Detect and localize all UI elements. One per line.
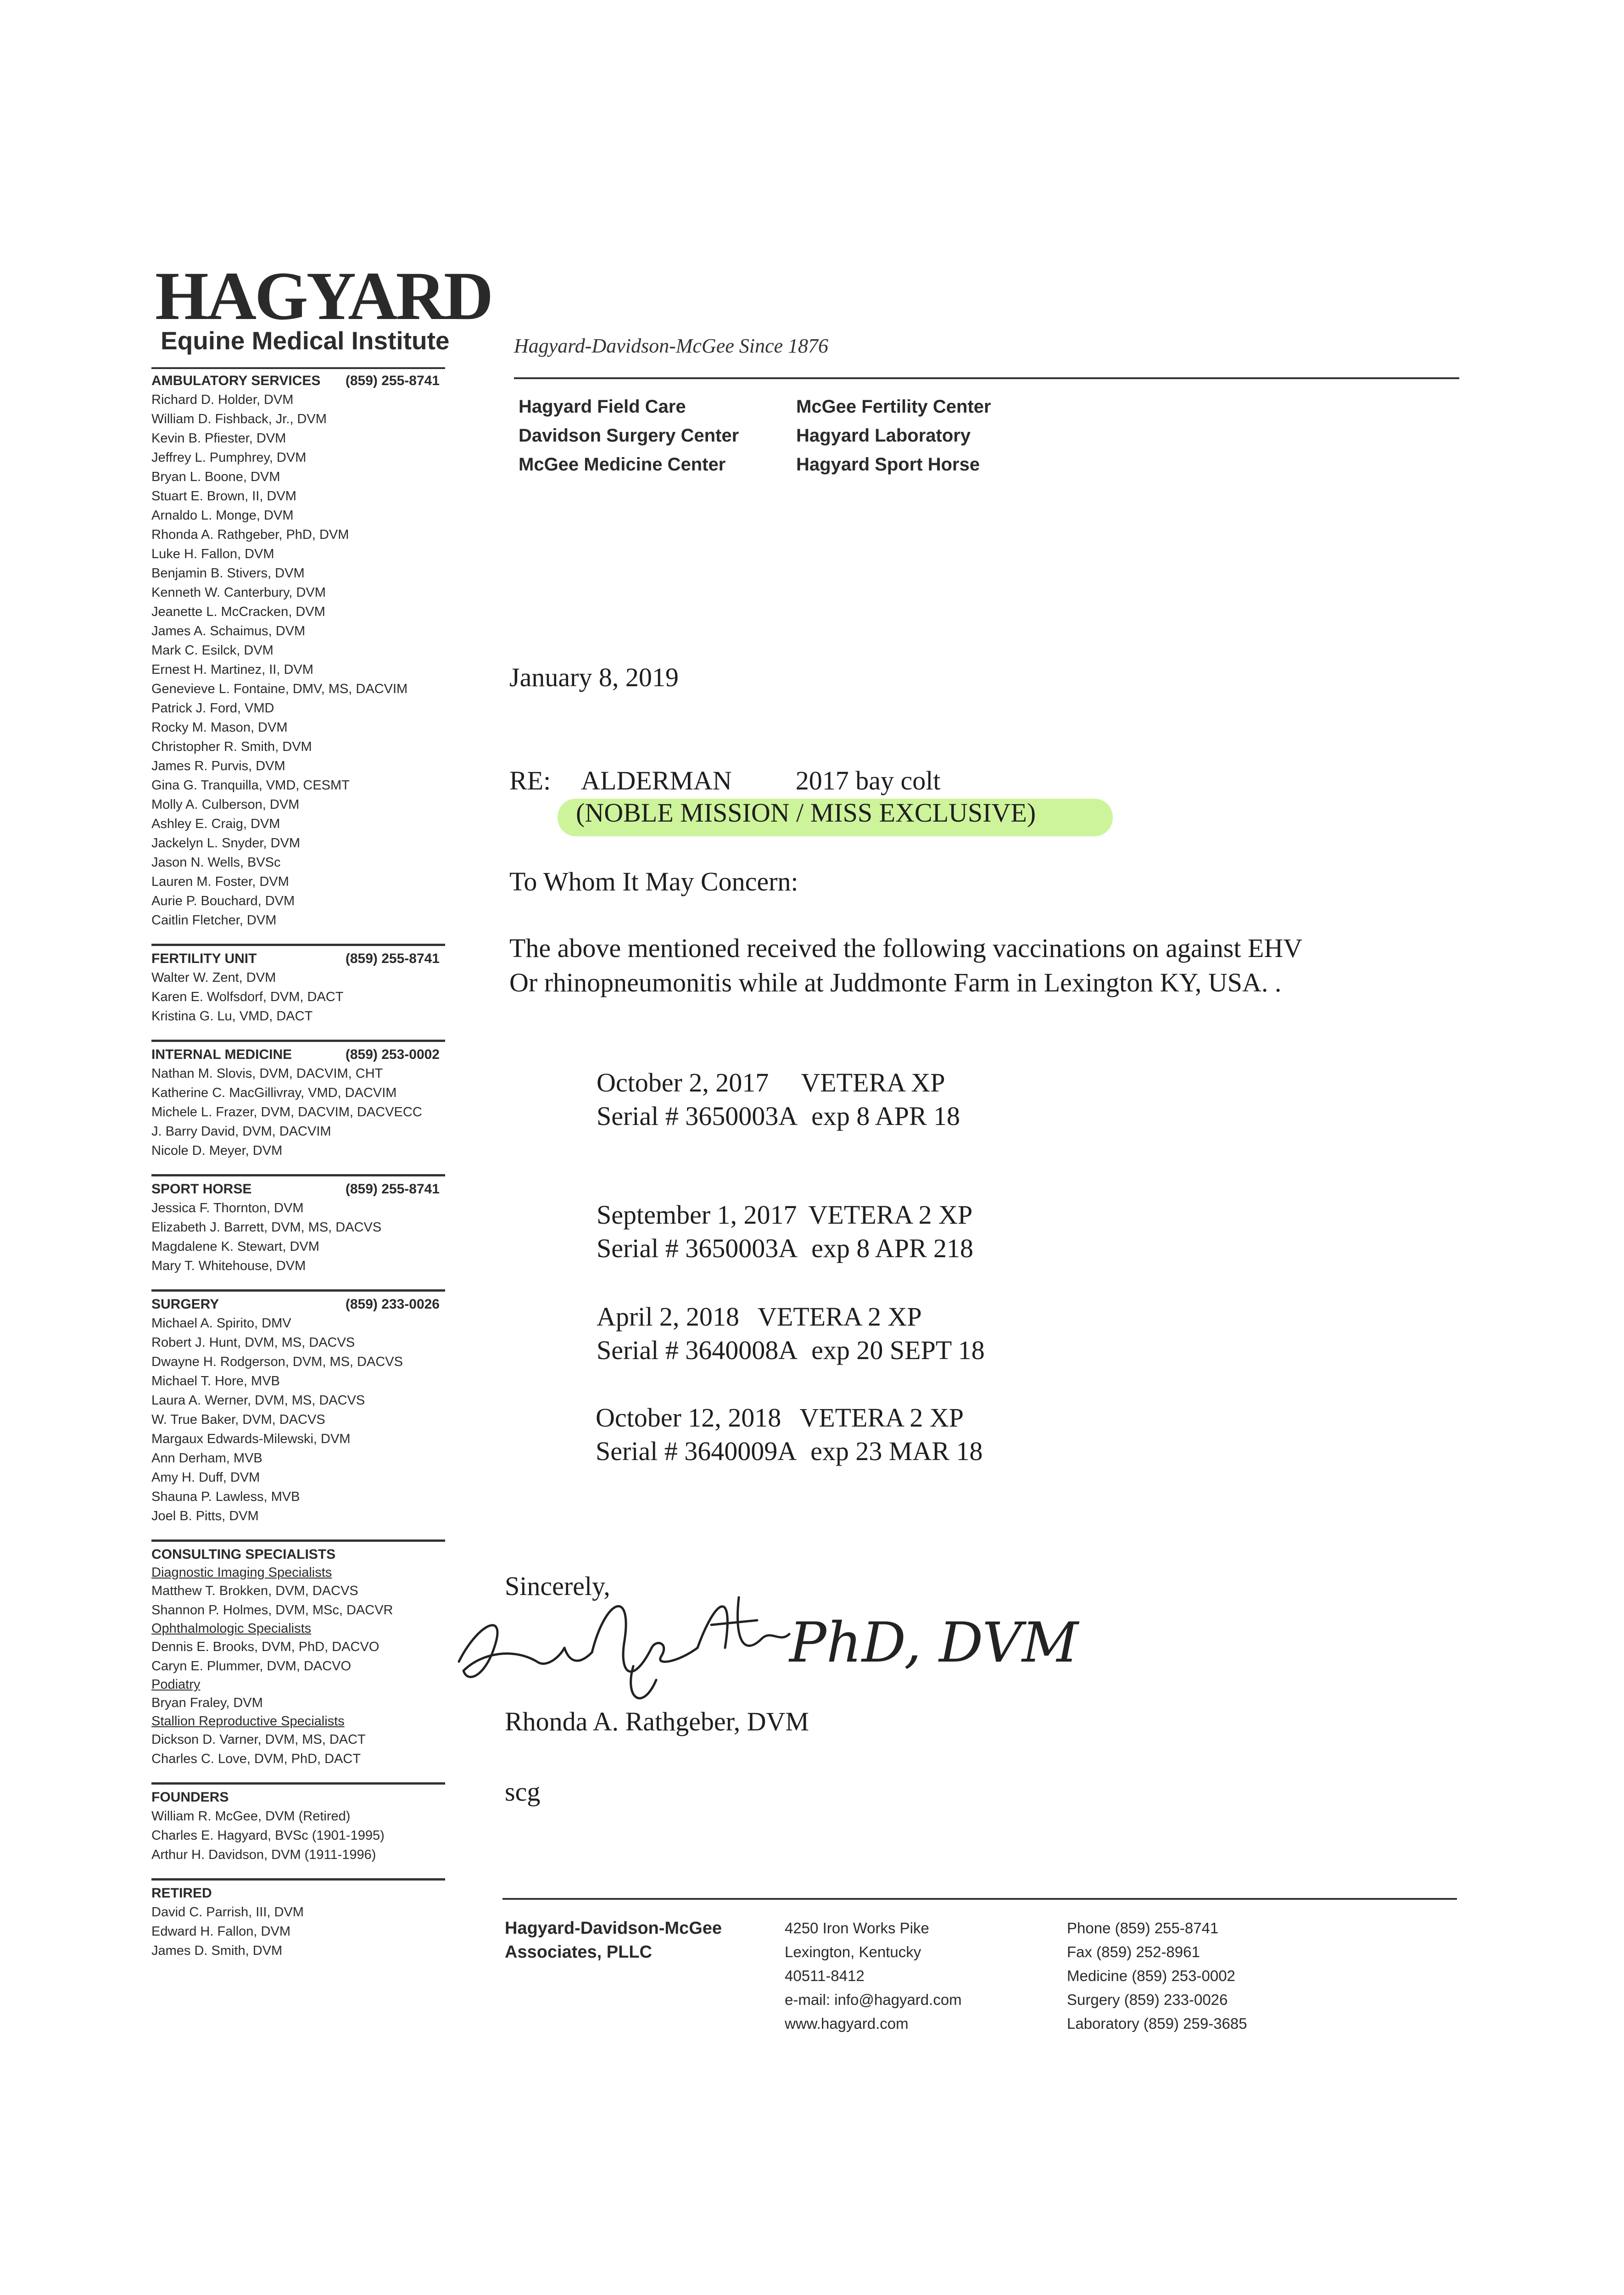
staff-member: Dennis E. Brooks, DVM, PhD, DACVO — [151, 1640, 379, 1654]
footer-phones — [1067, 1916, 1247, 2036]
staff-member: Nathan M. Slovis, DVM, DACVIM, CHT — [151, 1066, 383, 1081]
closing: Sincerely, — [505, 1571, 610, 1601]
staff-member: Luke H. Fallon, DVM — [151, 547, 274, 561]
staff-member: Shauna P. Lawless, MVB — [151, 1489, 300, 1504]
vaccination-date: April 2, 2018 — [597, 1302, 739, 1332]
footer-address-line: 4250 Iron Works Pike — [785, 1920, 929, 1937]
staff-member: Laura A. Werner, DVM, MS, DACVS — [151, 1393, 365, 1408]
re-label: RE: — [509, 766, 551, 795]
vaccine-expiry: exp 20 SEPT 18 — [811, 1335, 985, 1365]
footer-company-line: Associates, PLLC — [505, 1942, 652, 1962]
section-title: CONSULTING SPECIALISTS — [151, 1547, 336, 1562]
centers-left-column — [519, 392, 739, 479]
staff-member: Michael A. Spirito, DMV — [151, 1316, 291, 1331]
subsection-title: Ophthalmologic Specialists — [151, 1621, 312, 1636]
staff-member: Caitlin Fletcher, DVM — [151, 913, 277, 928]
section-header — [151, 372, 445, 390]
signature-graphic — [441, 1570, 1078, 1717]
staff-member: Rhonda A. Rathgeber, PhD, DVM — [151, 527, 349, 542]
center-name: Hagyard Sport Horse — [796, 454, 980, 475]
staff-directory-sidebar — [151, 372, 445, 1974]
staff-member: Jessica F. Thornton, DVM — [151, 1201, 304, 1215]
section-header — [151, 1180, 445, 1198]
footer-email: e-mail: info@hagyard.com — [785, 1991, 962, 2008]
staff-member: William D. Fishback, Jr., DVM — [151, 412, 327, 426]
footer-phone-line: Surgery (859) 233-0026 — [1067, 1991, 1228, 2008]
staff-member: Kristina G. Lu, VMD, DACT — [151, 1009, 313, 1024]
section-header — [151, 1545, 445, 1564]
section-title: SPORT HORSE — [151, 1181, 252, 1197]
staff-member: Rocky M. Mason, DVM — [151, 720, 288, 735]
staff-member: Patrick J. Ford, VMD — [151, 701, 274, 716]
subsection-title: Diagnostic Imaging Specialists — [151, 1565, 332, 1580]
re-line — [509, 764, 940, 798]
section-header — [151, 1788, 445, 1807]
staff-member: Lauren M. Foster, DVM — [151, 874, 289, 889]
staff-member: David C. Parrish, III, DVM — [151, 1905, 304, 1920]
staff-member: Walter W. Zent, DVM — [151, 970, 276, 985]
header-divider — [514, 377, 1459, 379]
section-founders — [151, 1782, 445, 1864]
staff-member: Kenneth W. Canterbury, DVM — [151, 585, 326, 600]
section-retired — [151, 1878, 445, 1960]
horse-name: ALDERMAN — [581, 766, 732, 795]
section-header — [151, 1295, 445, 1314]
staff-member: Matthew T. Brokken, DVM, DACVS — [151, 1584, 358, 1598]
vaccination-entry — [597, 1066, 960, 1133]
section-sport-horse — [151, 1174, 445, 1276]
vaccine-serial: Serial # 3650003A — [597, 1233, 798, 1263]
staff-member: Magdalene K. Stewart, DVM — [151, 1239, 319, 1254]
staff-member: Jeanette L. McCracken, DVM — [151, 605, 325, 619]
staff-member: Arnaldo L. Monge, DVM — [151, 508, 294, 523]
footer-address-line: 40511-8412 — [785, 1967, 865, 1984]
staff-member: Molly A. Culberson, DVM — [151, 797, 300, 812]
vaccine-name: VETERA 2 XP — [808, 1200, 973, 1230]
letter-date: January 8, 2019 — [509, 662, 679, 692]
staff-member: William R. McGee, DVM (Retired) — [151, 1809, 351, 1824]
signature-credentials: PhD, DVM — [789, 1611, 1078, 1675]
section-phone: (859) 255-8741 — [345, 1181, 440, 1197]
section-phone: (859) 255-8741 — [345, 373, 440, 388]
section-header — [151, 950, 445, 968]
section-header — [151, 1884, 445, 1903]
section-surgery — [151, 1289, 445, 1526]
staff-member: Arthur H. Davidson, DVM (1911-1996) — [151, 1847, 376, 1862]
staff-member: Christopher R. Smith, DVM — [151, 739, 312, 754]
staff-member: Jackelyn L. Snyder, DVM — [151, 836, 300, 851]
staff-member: Aurie P. Bouchard, DVM — [151, 894, 295, 908]
vaccine-expiry: exp 23 MAR 18 — [810, 1436, 983, 1466]
section-title: FOUNDERS — [151, 1790, 229, 1805]
salutation: To Whom It May Concern: — [509, 867, 798, 896]
staff-member: Elizabeth J. Barrett, DVM, MS, DACVS — [151, 1220, 382, 1235]
footer-address — [785, 1916, 962, 2036]
staff-member: Michael T. Hore, MVB — [151, 1374, 280, 1388]
staff-member: Ernest H. Martinez, II, DVM — [151, 662, 313, 677]
staff-member: Jeffrey L. Pumphrey, DVM — [151, 450, 307, 465]
staff-member: Michele L. Frazer, DVM, DACVIM, DACVECC — [151, 1105, 422, 1120]
center-name: Davidson Surgery Center — [519, 425, 739, 446]
logo-subtitle: Equine Medical Institute — [161, 326, 450, 355]
staff-member: Margaux Edwards-Milewski, DVM — [151, 1432, 351, 1446]
centers-right-column — [796, 392, 991, 479]
section-header — [151, 1046, 445, 1064]
section-title: RETIRED — [151, 1886, 212, 1901]
signer-name: Rhonda A. Rathgeber, DVM — [505, 1707, 809, 1736]
staff-member: Kevin B. Pfiester, DVM — [151, 431, 286, 446]
footer-phone-line: Laboratory (859) 259-3685 — [1067, 2015, 1247, 2032]
staff-member: Shannon P. Holmes, DVM, MSc, DACVR — [151, 1603, 393, 1618]
footer-address-line: Lexington, Kentucky — [785, 1943, 921, 1960]
subsection-title: Podiatry — [151, 1677, 201, 1692]
subsection-title: Stallion Reproductive Specialists — [151, 1714, 345, 1729]
vaccine-expiry: exp 8 APR 18 — [811, 1101, 960, 1131]
staff-member: Ann Derham, MVB — [151, 1451, 262, 1466]
vaccination-date: September 1, 2017 — [597, 1200, 797, 1230]
center-name: Hagyard Laboratory — [796, 425, 971, 446]
section-title: SURGERY — [151, 1297, 219, 1312]
staff-member: W. True Baker, DVM, DACVS — [151, 1412, 325, 1427]
vaccine-name: VETERA 2 XP — [799, 1403, 964, 1433]
center-name: Hagyard Field Care — [519, 397, 686, 417]
section-consulting — [151, 1539, 445, 1769]
staff-member: Caryn E. Plummer, DVM, DACVO — [151, 1659, 352, 1674]
footer-phone-line: Medicine (859) 253-0002 — [1067, 1967, 1235, 1984]
section-title: INTERNAL MEDICINE — [151, 1047, 292, 1062]
staff-member: Joel B. Pitts, DVM — [151, 1509, 259, 1523]
vaccine-serial: Serial # 3640008A — [597, 1335, 798, 1365]
pedigree: (NOBLE MISSION / MISS EXCLUSIVE) — [576, 798, 1036, 828]
footer-website: www.hagyard.com — [785, 2015, 909, 2032]
vaccination-entry — [597, 1300, 985, 1367]
center-name: McGee Fertility Center — [796, 397, 991, 417]
section-fertility — [151, 944, 445, 1026]
staff-member: Genevieve L. Fontaine, DMV, MS, DACVIM — [151, 682, 408, 696]
section-internal-medicine — [151, 1040, 445, 1160]
section-phone: (859) 233-0026 — [345, 1297, 440, 1312]
staff-member: Amy H. Duff, DVM — [151, 1470, 260, 1485]
center-name: McGee Medicine Center — [519, 454, 726, 475]
vaccine-serial: Serial # 3650003A — [597, 1101, 798, 1131]
vaccination-date: October 2, 2017 — [597, 1068, 769, 1097]
staff-member: Charles C. Love, DVM, PhD, DACT — [151, 1752, 361, 1766]
staff-member: Karen E. Wolfsdorf, DVM, DACT — [151, 990, 344, 1004]
section-phone: (859) 253-0002 — [345, 1047, 440, 1062]
footer-phone-line: Fax (859) 252-8961 — [1067, 1943, 1200, 1960]
staff-member: J. Barry David, DVM, DACVIM — [151, 1124, 331, 1139]
vaccination-entry — [597, 1198, 973, 1265]
typist-initials: scg — [505, 1777, 541, 1807]
staff-member: Richard D. Holder, DVM — [151, 392, 294, 407]
footer-phone-line: Phone (859) 255-8741 — [1067, 1920, 1219, 1937]
staff-member: Bryan L. Boone, DVM — [151, 470, 280, 484]
logo-wordmark: HAGYARD — [155, 258, 492, 334]
staff-member: Jason N. Wells, BVSc — [151, 855, 281, 870]
staff-member: Robert J. Hunt, DVM, MS, DACVS — [151, 1335, 355, 1350]
footer-divider — [502, 1898, 1457, 1900]
section-title: AMBULATORY SERVICES — [151, 373, 321, 388]
section-ambulatory — [151, 372, 445, 930]
section-phone: (859) 255-8741 — [345, 951, 440, 966]
staff-member: James A. Schaimus, DVM — [151, 624, 306, 638]
body-line: The above mentioned received the following vaccinations on against EHV — [509, 933, 1303, 963]
vaccination-entry — [596, 1401, 983, 1468]
section-title: FERTILITY UNIT — [151, 951, 257, 966]
staff-member: Edward H. Fallon, DVM — [151, 1924, 290, 1939]
tagline: Hagyard-Davidson-McGee Since 1876 — [514, 335, 829, 357]
vaccine-name: VETERA 2 XP — [757, 1302, 922, 1332]
staff-member: James R. Purvis, DVM — [151, 759, 285, 773]
staff-member: Gina G. Tranquilla, VMD, CESMT — [151, 778, 350, 793]
vaccine-name: VETERA XP — [801, 1068, 945, 1097]
footer-company-line: Hagyard-Davidson-McGee — [505, 1919, 722, 1938]
vaccine-expiry: exp 8 APR 218 — [811, 1233, 974, 1263]
staff-member: Ashley E. Craig, DVM — [151, 817, 280, 831]
vaccination-date: October 12, 2018 — [596, 1403, 781, 1433]
staff-member: Katherine C. MacGillivray, VMD, DACVIM — [151, 1086, 397, 1100]
staff-member: James D. Smith, DVM — [151, 1943, 283, 1958]
staff-member: Bryan Fraley, DVM — [151, 1696, 263, 1710]
staff-member: Stuart E. Brown, II, DVM — [151, 489, 296, 504]
staff-member: Nicole D. Meyer, DVM — [151, 1143, 283, 1158]
staff-member: Dwayne H. Rodgerson, DVM, MS, DACVS — [151, 1355, 403, 1369]
footer-company — [505, 1916, 722, 1964]
staff-member: Mary T. Whitehouse, DVM — [151, 1259, 306, 1273]
vaccine-serial: Serial # 3640009A — [596, 1436, 797, 1466]
body-line: Or rhinopneumonitis while at Juddmonte Farm in Lexington KY, USA. . — [509, 968, 1282, 997]
staff-member: Dickson D. Varner, DVM, MS, DACT — [151, 1732, 366, 1747]
horse-info: 2017 bay colt — [795, 766, 941, 795]
staff-member: Charles E. Hagyard, BVSc (1901-1995) — [151, 1828, 385, 1843]
staff-member: Benjamin B. Stivers, DVM — [151, 566, 305, 581]
logo-divider — [151, 367, 445, 369]
staff-member: Mark C. Esilck, DVM — [151, 643, 273, 658]
